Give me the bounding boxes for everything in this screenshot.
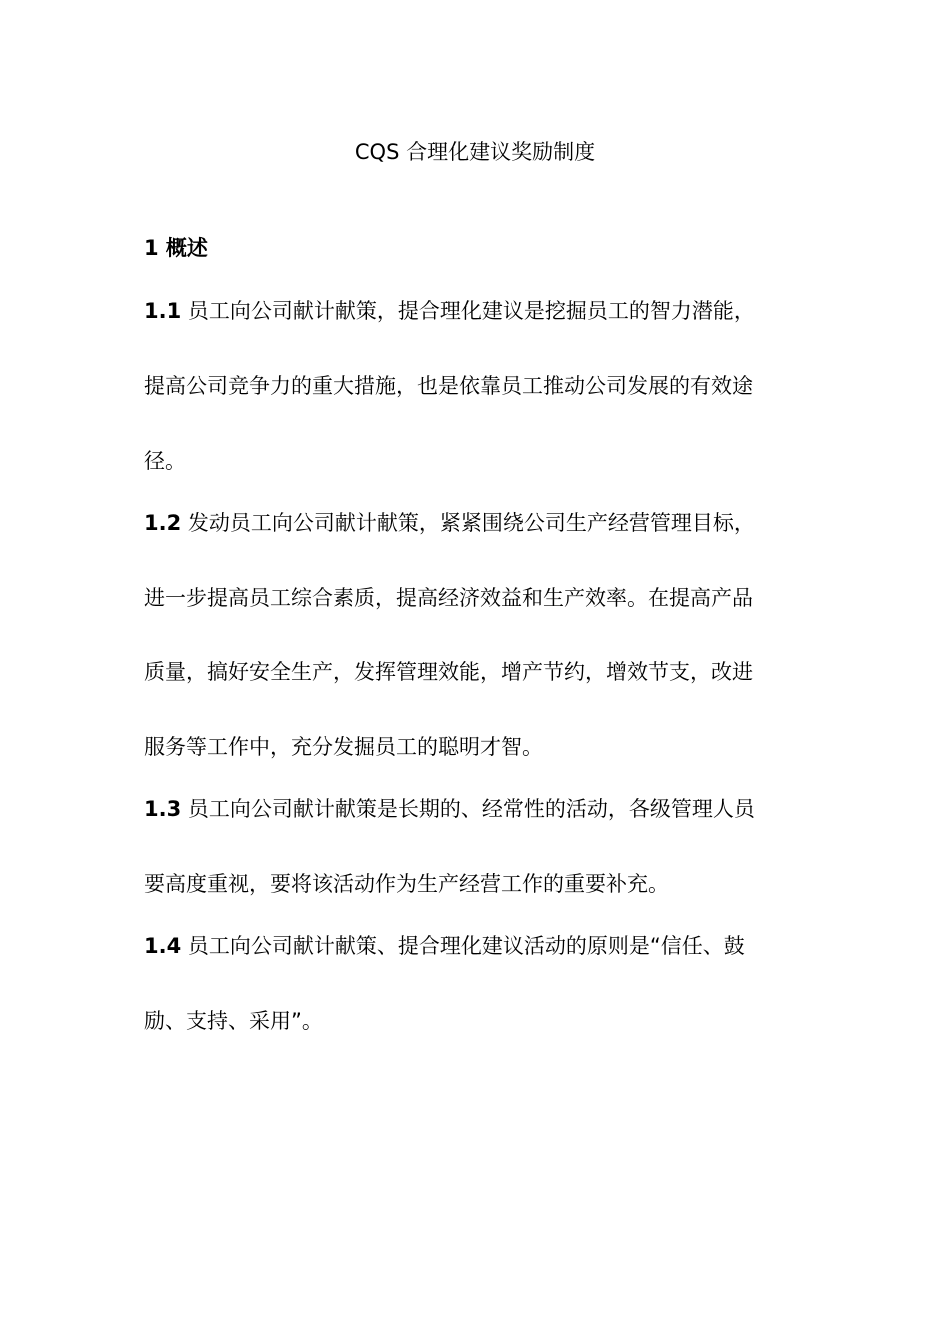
paragraph-text: 员工向公司献计献策，提合理化建议是挖掘员工的智力潜能， <box>187 299 755 323</box>
section-heading: 1 概述 <box>144 236 208 260</box>
paragraph-1-4-line-2: 励、支持、采用”。 <box>144 1009 323 1033</box>
paragraph-1-2-line-2: 进一步提高员工综合素质，提高经济效益和生产效率。在提高产品 <box>144 586 753 610</box>
paragraph-number: 1.1 <box>144 299 182 323</box>
paragraph-text: 发动员工向公司献计献策，紧紧围绕公司生产经营管理目标， <box>187 511 755 535</box>
paragraph-number: 1.2 <box>144 511 182 535</box>
paragraph-1-3-line-2: 要高度重视，要将该活动作为生产经营工作的重要补充。 <box>144 872 669 896</box>
paragraph-text: 员工向公司献计献策是长期的、经常性的活动，各级管理人员 <box>187 797 755 821</box>
paragraph-number: 1.3 <box>144 797 182 821</box>
paragraph-number: 1.4 <box>144 934 182 958</box>
document-title: CQS 合理化建议奖励制度 <box>354 140 596 164</box>
paragraph-1-3-line-1 <box>144 794 755 824</box>
paragraph-1-2-line-3: 质量，搞好安全生产，发挥管理效能，增产节约，增效节支，改进 <box>144 660 753 684</box>
paragraph-text: 员工向公司献计献策、提合理化建议活动的原则是“信任、鼓 <box>187 934 745 958</box>
paragraph-1-1-line-1 <box>144 296 755 326</box>
paragraph-1-1-line-3: 径。 <box>144 449 186 473</box>
paragraph-1-2-line-1 <box>144 508 755 538</box>
paragraph-1-4-line-1 <box>144 931 745 961</box>
paragraph-1-2-line-4: 服务等工作中，充分发掘员工的聪明才智。 <box>144 735 543 759</box>
paragraph-1-1-line-2: 提高公司竞争力的重大措施，也是依靠员工推动公司发展的有效途 <box>144 374 753 398</box>
